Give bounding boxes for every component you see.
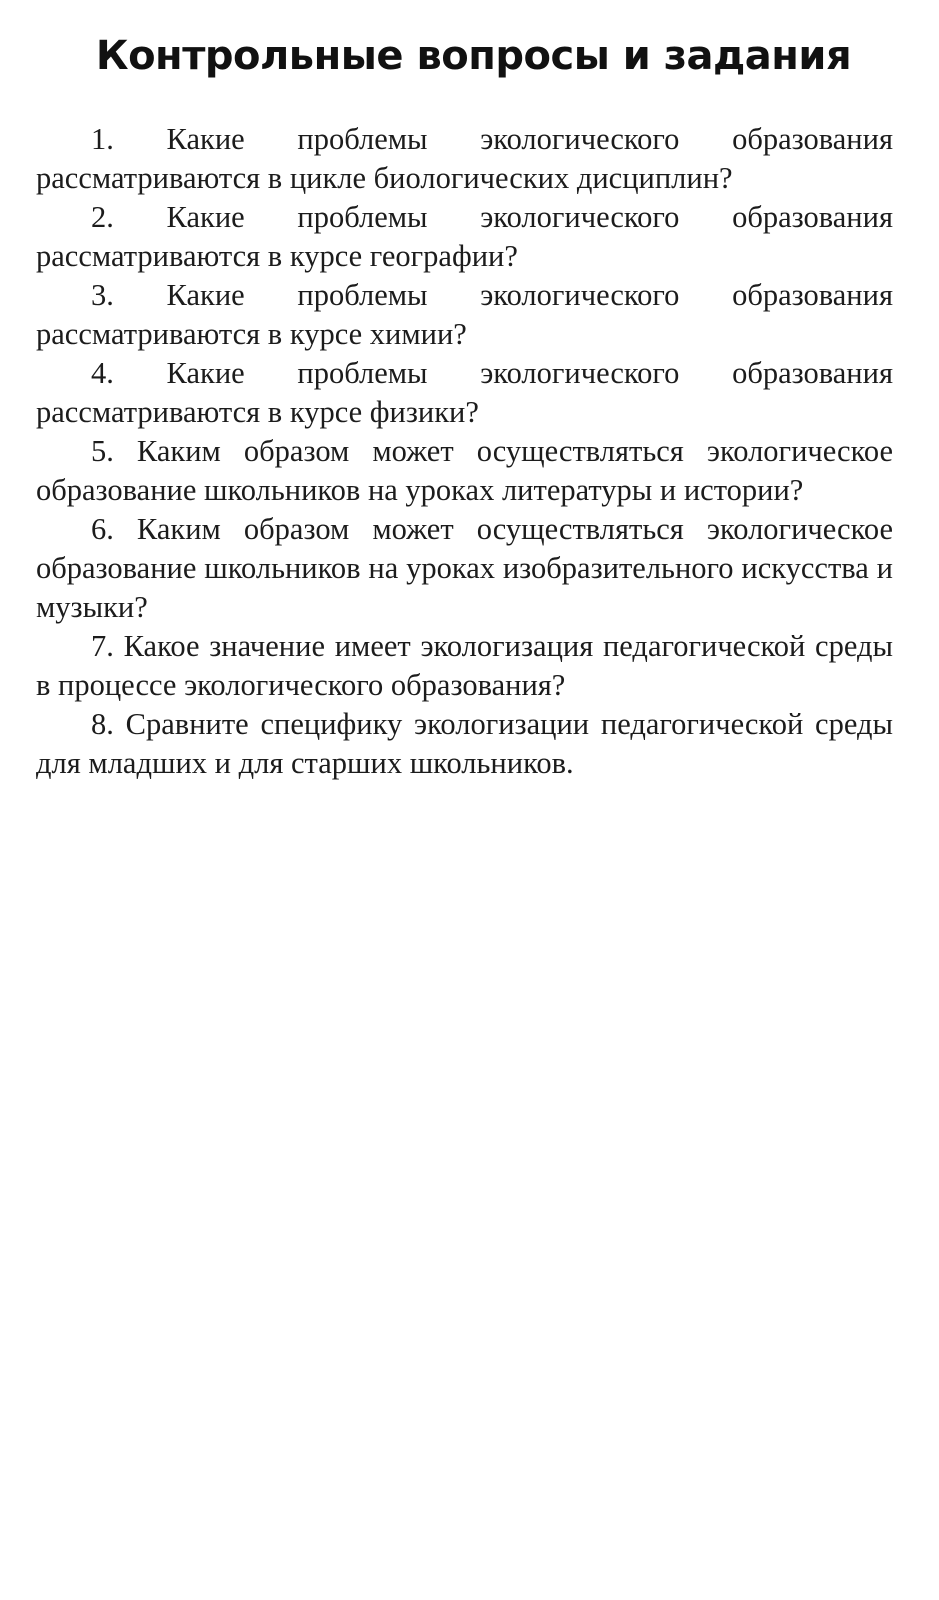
questions-list [36, 120, 893, 783]
question-6: 6. Каким образом может осуществляться экологическое образование школьников на уроках изобразительного искусства и музыки? [36, 512, 893, 624]
question-2: 2. Какие проблемы экологического образования рассматриваются в курсе географии? [36, 200, 893, 273]
page-title: Контрольные вопросы и задания [95, 33, 852, 79]
question-5: 5. Каким образом может осуществляться экологическое образование школьников на уроках литературы и истории? [36, 434, 893, 507]
question-1: 1. Какие проблемы экологического образования рассматриваются в цикле биологических дисциплин? [36, 122, 893, 195]
question-4: 4. Какие проблемы экологического образования рассматриваются в курсе физики? [36, 356, 893, 429]
question-8: 8. Сравните специфику экологизации педагогической среды для младших и для старших школьников. [36, 707, 893, 780]
question-7: 7. Какое значение имеет экологизация педагогической среды в процессе экологического образования? [36, 629, 893, 702]
question-3: 3. Какие проблемы экологического образования рассматриваются в курсе химии? [36, 278, 893, 351]
